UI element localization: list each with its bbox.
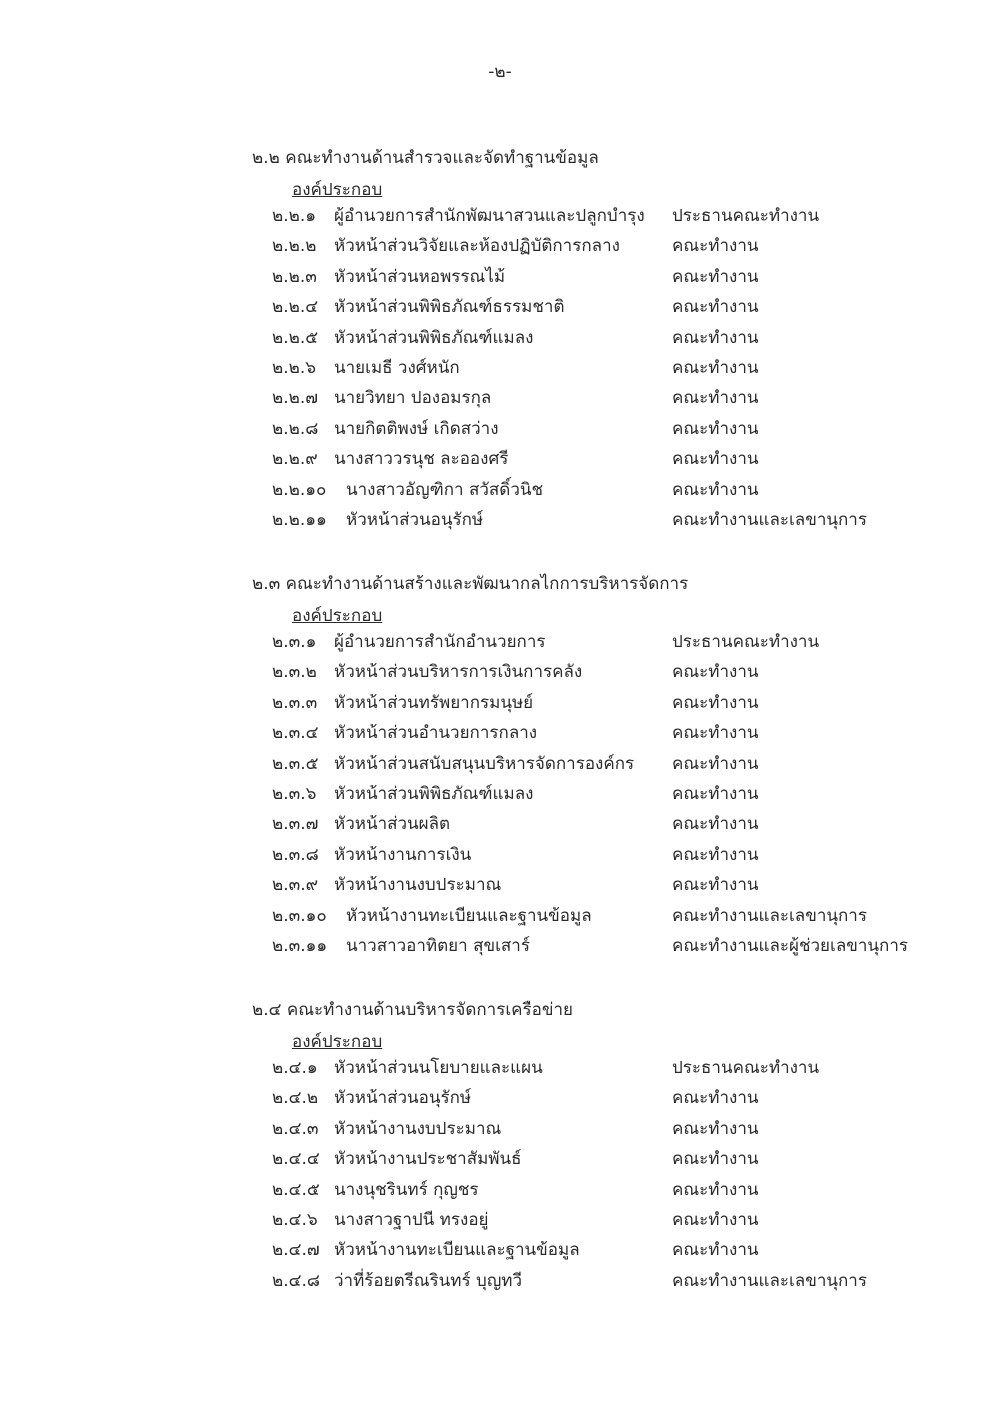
member-number: ๒.๓.๙ [272, 875, 319, 896]
member-name: หัวหน้าส่วนนโยบายและแผน [334, 1058, 543, 1078]
member-row [0, 1115, 1000, 1145]
member-number: ๒.๔.๑ [272, 1058, 318, 1078]
member-role: คณะทำงาน [672, 449, 759, 470]
member-row [0, 293, 1000, 323]
member-row [0, 1145, 1000, 1175]
member-role: คณะทำงาน [672, 388, 759, 409]
member-row [0, 1267, 1000, 1297]
member-row [0, 354, 1000, 384]
member-name: หัวหน้าส่วนอนุรักษ์ [334, 1088, 472, 1109]
member-name: หัวหน้างานทะเบียนและฐานข้อมูล [334, 1240, 580, 1261]
member-role: คณะทำงาน [672, 814, 759, 835]
member-number: ๒.๒.๑๑ [272, 510, 327, 530]
member-role: คณะทำงาน [672, 297, 759, 318]
member-role: คณะทำงาน [672, 723, 759, 744]
member-row [0, 384, 1000, 414]
member-number: ๒.๒.๑๐ [272, 479, 327, 500]
member-name: นายกิตติพงษ์ เกิดสว่าง [334, 418, 499, 439]
member-number: ๒.๔.๔ [272, 1149, 320, 1170]
member-number: ๒.๒.๙ [272, 449, 318, 470]
member-role: ประธานคณะทำงาน [672, 206, 820, 226]
member-name: หัวหน้าส่วนอำนวยการกลาง [334, 723, 538, 744]
member-row [0, 445, 1000, 475]
member-number: ๒.๓.๑๑ [272, 936, 328, 956]
member-number: ๒.๔.๓ [272, 1118, 319, 1139]
member-row [0, 932, 1000, 962]
member-role: คณะทำงาน [672, 1240, 759, 1261]
member-number: ๒.๔.๗ [272, 1240, 320, 1261]
member-name: หัวหน้าส่วนอนุรักษ์ [346, 510, 484, 530]
member-role: คณะทำงาน [672, 784, 759, 804]
member-name: หัวหน้างานงบประมาณ [334, 875, 502, 896]
member-number: ๒.๓.๔ [272, 723, 319, 744]
member-row [0, 658, 1000, 688]
member-row [0, 202, 1000, 232]
member-name: ว่าที่ร้อยตรีณรินทร์ บุญทวี [334, 1270, 523, 1291]
member-name: หัวหน้าส่วนวิจัยและห้องปฏิบัติการกลาง [334, 236, 620, 257]
member-name: นางสาวฐาปนี ทรงอยู่ [334, 1210, 489, 1230]
member-number: ๒.๒.๖ [272, 358, 317, 378]
member-number: ๒.๒.๘ [272, 418, 319, 439]
member-role: คณะทำงาน [672, 875, 759, 896]
member-name: หัวหน้าส่วนหอพรรณไม้ [334, 266, 506, 287]
member-name: หัวหน้างานทะเบียนและฐานข้อมูล [346, 905, 592, 926]
composition-heading: องค์ประกอบ [292, 1032, 383, 1052]
member-role: คณะทำงาน [672, 479, 759, 500]
member-role: คณะทำงาน [672, 844, 759, 865]
member-number: ๒.๓.๒ [272, 662, 317, 683]
member-number: ๒.๒.๕ [272, 327, 319, 348]
member-number: ๒.๒.๒ [272, 236, 317, 257]
member-number: ๒.๒.๔ [272, 297, 319, 318]
member-role: คณะทำงาน [672, 1210, 759, 1230]
member-name: หัวหน้าส่วนพิพิธภัณฑ์แมลง [334, 327, 534, 348]
member-name: นางสาววรนุช ละอองศรี [334, 449, 509, 470]
member-row [0, 841, 1000, 871]
member-role: คณะทำงาน [672, 418, 759, 439]
member-number: ๒.๔.๖ [272, 1210, 318, 1230]
member-row [0, 902, 1000, 932]
member-name: หัวหน้างานงบประมาณ [334, 1118, 502, 1139]
member-name: นายเมธี วงศ์หนัก [334, 358, 460, 378]
member-name: ผู้อำนวยการสำนักอำนวยการ [334, 632, 546, 652]
member-row [0, 1176, 1000, 1206]
member-name: นาวสาวอาทิตยา สุขเสาร์ [346, 936, 530, 956]
member-row [0, 263, 1000, 293]
member-role: คณะทำงาน [672, 1088, 759, 1109]
member-role: คณะทำงาน [672, 662, 759, 683]
member-number: ๒.๔.๒ [272, 1088, 319, 1109]
member-name: หัวหน้าส่วนพิพิธภัณฑ์ธรรมชาติ [334, 297, 565, 318]
member-row [0, 324, 1000, 354]
member-row [0, 506, 1000, 536]
composition-heading: องค์ประกอบ [292, 606, 383, 626]
page-number: -๒- [488, 62, 512, 82]
member-name: นายวิทยา ปองอมรกุล [334, 388, 492, 409]
member-number: ๒.๓.๑ [272, 632, 317, 652]
section-title: ๒.๒ คณะทำงานด้านสำรวจและจัดทำฐานข้อมูล [252, 148, 599, 168]
member-number: ๒.๓.๘ [272, 844, 319, 865]
member-row [0, 232, 1000, 262]
member-name: หัวหน้าส่วนสนับสนุนบริหารจัดการองค์กร [334, 753, 635, 774]
member-row [0, 810, 1000, 840]
member-number: ๒.๓.๕ [272, 753, 319, 774]
member-name: หัวหน้างานการเงิน [334, 844, 472, 865]
composition-heading: องค์ประกอบ [292, 180, 383, 200]
member-number: ๒.๓.๖ [272, 784, 317, 804]
member-row [0, 871, 1000, 901]
member-name: หัวหน้าส่วนผลิต [334, 814, 451, 835]
member-row [0, 628, 1000, 658]
section-title: ๒.๓ คณะทำงานด้านสร้างและพัฒนากลไกการบริหารจัดการ [252, 574, 689, 594]
member-number: ๒.๓.๑๐ [272, 905, 327, 926]
member-role: คณะทำงานและผู้ช่วยเลขานุการ [672, 936, 908, 956]
member-name: นางนุชรินทร์ กุญชร [334, 1179, 479, 1200]
member-number: ๒.๒.๗ [272, 388, 319, 409]
member-role: คณะทำงาน [672, 236, 759, 257]
member-name: นางสาวอัญฑิกา สวัสดิ์วนิช [346, 479, 544, 500]
member-row [0, 780, 1000, 810]
member-role: ประธานคณะทำงาน [672, 1058, 820, 1078]
member-role: คณะทำงาน [672, 358, 759, 378]
member-number: ๒.๓.๓ [272, 692, 318, 713]
member-name: หัวหน้าส่วนทรัพยากรมนุษย์ [334, 692, 534, 713]
member-name: หัวหน้าส่วนพิพิธภัณฑ์แมลง [334, 784, 534, 804]
member-row [0, 1084, 1000, 1114]
member-row [0, 1206, 1000, 1236]
member-number: ๒.๔.๘ [272, 1270, 320, 1291]
member-role: คณะทำงาน [672, 327, 759, 348]
section-title: ๒.๔ คณะทำงานด้านบริหารจัดการเครือข่าย [252, 1000, 574, 1020]
member-row [0, 1236, 1000, 1266]
member-row [0, 415, 1000, 445]
member-role: คณะทำงาน [672, 1179, 759, 1200]
member-number: ๒.๒.๓ [272, 266, 317, 287]
member-role: คณะทำงาน [672, 1149, 759, 1170]
member-name: หัวหน้างานประชาสัมพันธ์ [334, 1149, 522, 1170]
member-role: คณะทำงาน [672, 1118, 759, 1139]
member-number: ๒.๒.๑ [272, 206, 317, 226]
member-number: ๒.๓.๗ [272, 814, 319, 835]
member-number: ๒.๔.๕ [272, 1179, 320, 1200]
member-role: คณะทำงาน [672, 692, 759, 713]
member-row [0, 750, 1000, 780]
member-role: คณะทำงาน [672, 753, 759, 774]
member-role: ประธานคณะทำงาน [672, 632, 820, 652]
member-role: คณะทำงานและเลขานุการ [672, 905, 867, 926]
member-role: คณะทำงาน [672, 266, 759, 287]
member-row [0, 476, 1000, 506]
member-name: หัวหน้าส่วนบริหารการเงินการคลัง [334, 662, 583, 683]
member-role: คณะทำงานและเลขานุการ [672, 510, 867, 530]
member-role: คณะทำงานและเลขานุการ [672, 1270, 867, 1291]
member-name: ผู้อำนวยการสำนักพัฒนาสวนและปลูกบำรุง [334, 206, 645, 226]
member-row [0, 1054, 1000, 1084]
member-row [0, 719, 1000, 749]
member-row [0, 689, 1000, 719]
